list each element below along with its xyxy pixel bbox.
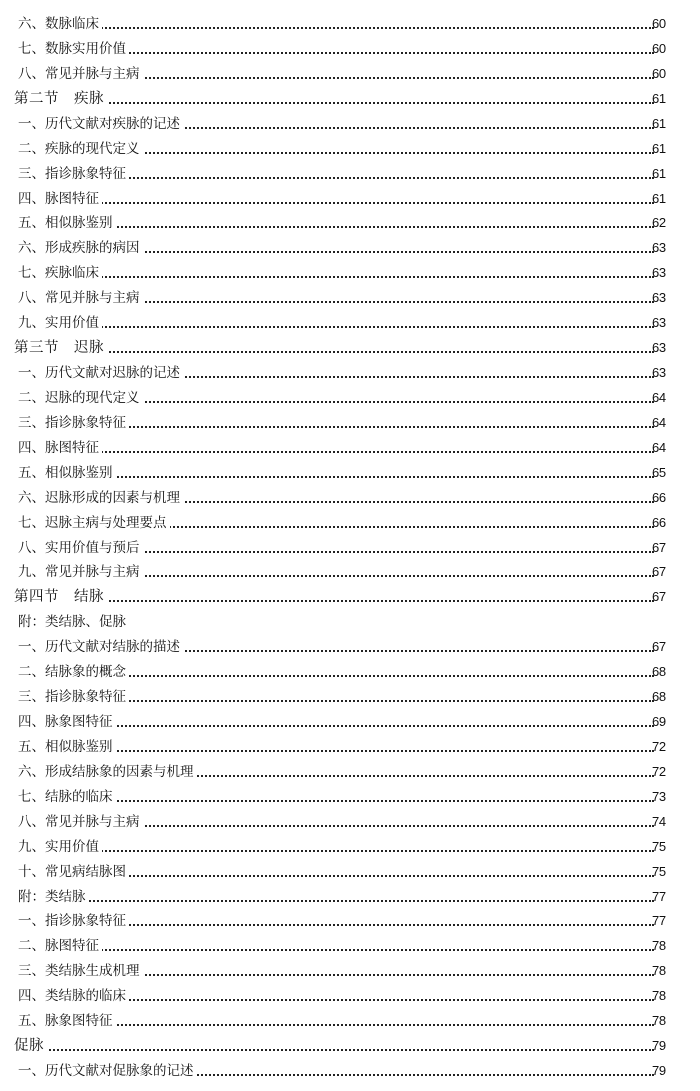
toc-page-number: 67 (652, 639, 666, 655)
toc-entry-row[interactable] (0, 138, 700, 160)
toc-entry-label: 五、相似脉鉴别 (18, 462, 116, 484)
dot-leader (38, 875, 654, 877)
toc-entry-label: 八、常见并脉与主病 (18, 63, 143, 85)
dot-leader (38, 177, 654, 179)
toc-page-number: 78 (652, 988, 666, 1004)
toc-page-number: 68 (652, 689, 666, 705)
toc-entry-label: 附：类结脉、促脉 (18, 611, 129, 633)
toc-entry-label: 七、疾脉临床 (18, 262, 102, 284)
toc-page-number: 63 (652, 315, 666, 331)
toc-entry-row[interactable] (0, 13, 700, 35)
toc-entry-label: 五、脉象图特征 (18, 1010, 116, 1032)
toc-page-number: 64 (652, 389, 666, 405)
dot-leader (34, 1049, 654, 1051)
dot-leader (38, 451, 654, 453)
toc-entry-label: 七、迟脉主病与处理要点 (18, 512, 170, 534)
toc-entry-label: 二、迟脉的现代定义 (18, 387, 143, 409)
toc-entry-row[interactable] (0, 761, 700, 783)
toc-entry-row[interactable] (0, 686, 700, 708)
dot-leader (38, 202, 654, 204)
toc-entry-label: 六、迟脉形成的因素与机理 (18, 487, 183, 509)
toc-entry-label: 附：类结脉 (18, 886, 89, 908)
toc-entry-row[interactable] (0, 886, 700, 908)
toc-page-number: 75 (652, 838, 666, 854)
toc-entry-row[interactable] (0, 312, 700, 334)
dot-leader (38, 900, 654, 902)
toc-page-number: 72 (652, 763, 666, 779)
toc-entry-label: 三、指诊脉象特征 (18, 412, 129, 434)
toc-entry-row[interactable] (0, 412, 700, 434)
toc-entry-label: 一、历代文献对促脉象的记述 (18, 1060, 197, 1082)
dot-leader (38, 725, 654, 727)
toc-page-number: 64 (652, 439, 666, 455)
toc-entry-label: 第三节 迟脉 (14, 337, 107, 359)
toc-page-number: 61 (652, 190, 666, 206)
toc-entry-row[interactable] (0, 462, 700, 484)
toc-entry-row[interactable] (0, 836, 700, 858)
toc-entry-row[interactable] (0, 163, 700, 185)
dot-leader (34, 600, 654, 602)
toc-page-number: 60 (652, 65, 666, 81)
toc-entry-label: 二、疾脉的现代定义 (18, 138, 143, 160)
toc-entry-label: 二、脉图特征 (18, 935, 102, 957)
toc-page-number: 79 (652, 1063, 666, 1079)
toc-entry-label: 四、类结脉的临床 (18, 985, 129, 1007)
toc-entry-row[interactable] (0, 38, 700, 60)
toc-entry-label: 促脉 (14, 1035, 47, 1057)
toc-entry-row[interactable] (0, 188, 700, 210)
toc-page-number: 64 (652, 414, 666, 430)
dot-leader (38, 800, 654, 802)
toc-entry-row[interactable] (0, 237, 700, 259)
toc-entry-row[interactable] (0, 736, 700, 758)
toc-page-number: 61 (652, 140, 666, 156)
toc-entry-label: 六、形成疾脉的病因 (18, 237, 143, 259)
toc-page-number: 65 (652, 464, 666, 480)
toc-entry-row[interactable] (0, 786, 700, 808)
dot-leader (38, 675, 654, 677)
dot-leader (38, 276, 654, 278)
toc-entry-row[interactable] (0, 1010, 700, 1032)
toc-entry-label: 七、结脉的临床 (18, 786, 116, 808)
toc-entry-label: 八、常见并脉与主病 (18, 287, 143, 309)
dot-leader (38, 850, 654, 852)
toc-page-number: 78 (652, 1013, 666, 1029)
toc-entry-label: 一、历代文献对结脉的描述 (18, 636, 183, 658)
dot-leader (34, 102, 654, 104)
toc-entry-row[interactable] (0, 960, 700, 982)
toc-page-number: 60 (652, 40, 666, 56)
toc-entry-row[interactable] (0, 287, 700, 309)
toc-entry-row[interactable] (0, 113, 700, 135)
toc-page-number: 63 (652, 265, 666, 281)
toc-page-number: 66 (652, 514, 666, 530)
toc-entry-row[interactable] (0, 861, 700, 883)
dot-leader (38, 924, 654, 926)
toc-page-number: 74 (652, 813, 666, 829)
toc-page-number: 67 (652, 539, 666, 555)
toc-entry-row[interactable] (0, 362, 700, 384)
toc-entry-label: 四、脉图特征 (18, 188, 102, 210)
toc-page-number: 60 (652, 16, 666, 31)
toc-entry-label: 一、历代文献对疾脉的记述 (18, 113, 183, 135)
toc-entry-row[interactable] (0, 262, 700, 284)
toc-entry-row[interactable] (0, 487, 700, 509)
dot-leader (38, 27, 654, 29)
toc-entry-label: 八、实用价值与预后 (18, 537, 143, 559)
toc-page-number: 63 (652, 240, 666, 256)
toc-page-number: 75 (652, 863, 666, 879)
toc-entry-label: 五、相似脉鉴别 (18, 212, 116, 234)
toc-entry-label: 三、指诊脉象特征 (18, 163, 129, 185)
toc-entry-row[interactable] (0, 537, 700, 559)
toc-section-row[interactable] (0, 1035, 700, 1057)
toc-page-number: 78 (652, 938, 666, 954)
toc-entry-label: 二、结脉象的概念 (18, 661, 129, 683)
toc-entry-label: 十、常见病结脉图 (18, 861, 129, 883)
toc-entry-row[interactable] (0, 661, 700, 683)
toc-page-number: 63 (652, 340, 666, 356)
toc-entry-label: 四、脉图特征 (18, 437, 102, 459)
toc-entry-label: 四、脉象图特征 (18, 711, 116, 733)
toc-entry-label: 六、数脉临床 (18, 13, 102, 35)
toc-entry-label: 九、常见并脉与主病 (18, 561, 143, 583)
toc-page-number: 61 (652, 115, 666, 131)
toc-entry-row[interactable] (0, 811, 700, 833)
toc-entry-label: 八、常见并脉与主病 (18, 811, 143, 833)
toc-page-number: 72 (652, 738, 666, 754)
toc-page-number: 78 (652, 963, 666, 979)
toc-entry-row[interactable] (0, 212, 700, 234)
toc-page-number: 61 (652, 90, 666, 106)
toc-page-number: 69 (652, 714, 666, 730)
toc-entry-row[interactable] (0, 437, 700, 459)
toc-page-number: 68 (652, 664, 666, 680)
toc-page-number: 79 (652, 1038, 666, 1054)
toc-entry-label: 九、实用价值 (18, 836, 102, 858)
dot-leader (38, 476, 654, 478)
toc-entry-row[interactable] (0, 63, 700, 85)
toc-entry-row[interactable] (0, 711, 700, 733)
dot-leader (38, 52, 654, 54)
toc-page-number: 67 (652, 589, 666, 605)
toc-entry-label: 一、指诊脉象特征 (18, 910, 129, 932)
dot-leader (38, 426, 654, 428)
dot-leader (38, 700, 654, 702)
toc-page-number: 66 (652, 489, 666, 505)
toc-page-number: 67 (652, 564, 666, 580)
toc-section-row[interactable] (0, 586, 700, 608)
dot-leader (38, 1024, 654, 1026)
toc-entry-label: 第四节 结脉 (14, 586, 107, 608)
dot-leader (34, 351, 654, 353)
toc-section-row[interactable] (0, 337, 700, 359)
toc-page-number: 77 (652, 888, 666, 904)
dot-leader (38, 949, 654, 951)
toc-entry-label: 三、类结脉生成机理 (18, 960, 143, 982)
toc-entry-row[interactable] (0, 636, 700, 658)
dot-leader (38, 326, 654, 328)
toc-entry-label: 第二节 疾脉 (14, 88, 107, 110)
toc-entry-row[interactable] (0, 387, 700, 409)
toc-entry-row[interactable] (0, 910, 700, 932)
toc-page-number: 63 (652, 365, 666, 381)
toc-entry-label: 五、相似脉鉴别 (18, 736, 116, 758)
toc-entry-label: 一、历代文献对迟脉的记述 (18, 362, 183, 384)
toc-page-number: 62 (652, 215, 666, 231)
toc-page-number: 77 (652, 913, 666, 929)
toc-page-number: 61 (652, 165, 666, 181)
toc-entry-row[interactable] (0, 985, 700, 1007)
toc-entry-row[interactable] (0, 1060, 700, 1082)
dot-leader (38, 999, 654, 1001)
toc-entry-label: 九、实用价值 (18, 312, 102, 334)
toc-entry-row[interactable] (0, 512, 700, 534)
toc-entry-row[interactable] (0, 935, 700, 957)
dot-leader (38, 226, 654, 228)
toc-entry-row[interactable] (0, 611, 700, 633)
toc-page-number: 63 (652, 290, 666, 306)
toc-entry-label: 三、指诊脉象特征 (18, 686, 129, 708)
toc-section-row[interactable] (0, 88, 700, 110)
toc-entry-row[interactable] (0, 561, 700, 583)
toc-entry-label: 六、形成结脉象的因素与机理 (18, 761, 197, 783)
toc-page-number: 73 (652, 788, 666, 804)
toc-entry-label: 七、数脉实用价值 (18, 38, 129, 60)
dot-leader (38, 750, 654, 752)
